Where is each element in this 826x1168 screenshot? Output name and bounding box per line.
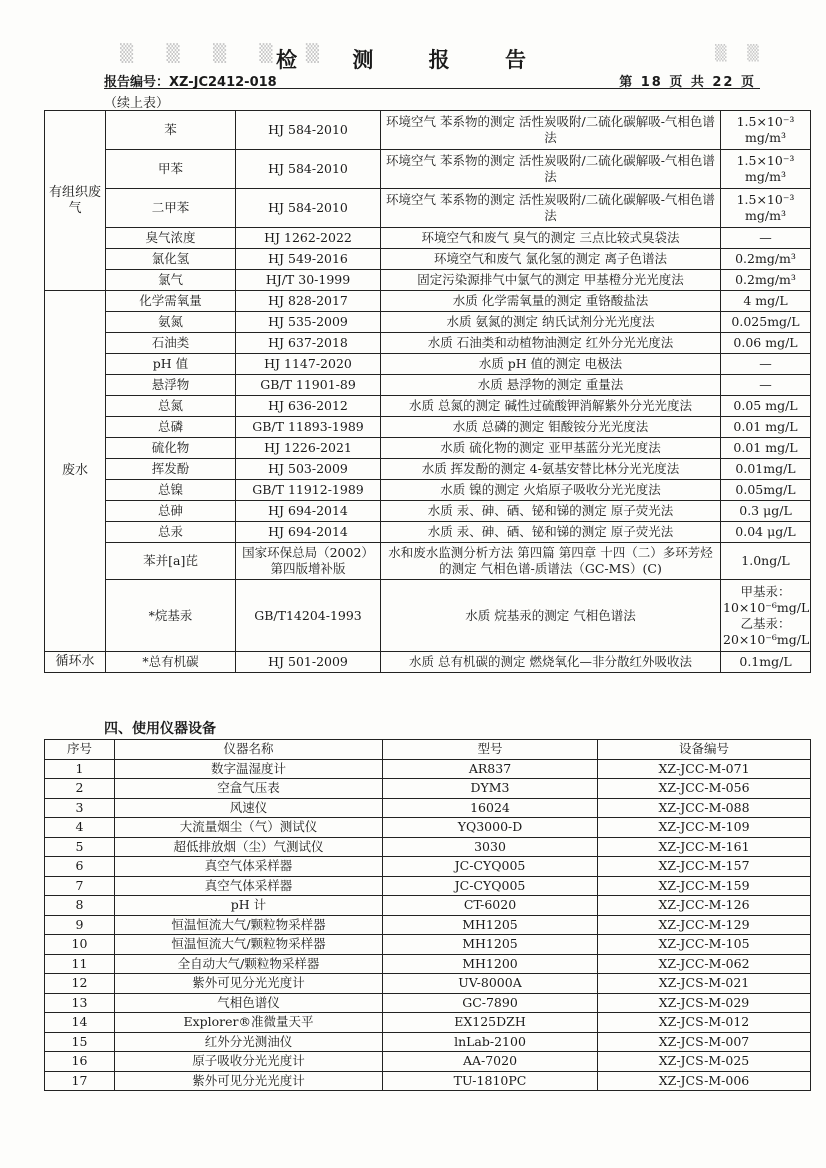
limit-cell: 0.01mg/L (721, 459, 811, 480)
equipment-row (45, 993, 811, 1013)
equipment-row (45, 779, 811, 799)
col-header-name: 仪器名称 (115, 740, 383, 760)
report-number: 报告编号：XZ-JC2412-018 (104, 75, 277, 90)
col-header-no: 序号 (45, 740, 115, 760)
standard-cell: 国家环保总局（2002）第四版增补版 (236, 543, 381, 580)
equip-id-cell: XZ-JCC-M-129 (598, 915, 811, 935)
method-cell: 固定污染源排气中氯气的测定 甲基橙分光光度法 (381, 270, 721, 291)
method-row (45, 291, 811, 312)
standard-cell: HJ 501-2009 (236, 652, 381, 673)
equip-name-cell: 红外分光测油仪 (115, 1032, 383, 1052)
method-row (45, 438, 811, 459)
equip-name-cell: pH 计 (115, 896, 383, 916)
method-row (45, 480, 811, 501)
equip-id-cell: XZ-JCS-M-025 (598, 1052, 811, 1072)
equipment-header-row (45, 740, 811, 760)
standard-cell: HJ 694-2014 (236, 522, 381, 543)
method-row (45, 249, 811, 270)
standard-cell: HJ 637-2018 (236, 333, 381, 354)
item-cell: 总磷 (106, 417, 236, 438)
standard-cell: HJ 584-2010 (236, 189, 381, 228)
limit-cell: 0.01 mg/L (721, 438, 811, 459)
equip-no-cell: 7 (45, 876, 115, 896)
equip-id-cell: XZ-JCS-M-021 (598, 974, 811, 994)
method-row (45, 375, 811, 396)
equip-name-cell: 大流量烟尘（气）测试仪 (115, 818, 383, 838)
methods-table (44, 110, 811, 673)
standard-cell: HJ 1262-2022 (236, 228, 381, 249)
equip-name-cell: Explorer®准微量天平 (115, 1013, 383, 1033)
standard-cell: HJ 584-2010 (236, 111, 381, 150)
equip-id-cell: XZ-JCC-M-126 (598, 896, 811, 916)
equipment-row (45, 915, 811, 935)
equipment-row (45, 798, 811, 818)
standard-cell: HJ 549-2016 (236, 249, 381, 270)
limit-cell: 4 mg/L (721, 291, 811, 312)
category-cell: 废水 (45, 291, 106, 652)
equip-name-cell: 原子吸收分光光度计 (115, 1052, 383, 1072)
equipment-row (45, 935, 811, 955)
equip-no-cell: 14 (45, 1013, 115, 1033)
equip-model-cell: 16024 (383, 798, 598, 818)
equip-model-cell: JC-CYQ005 (383, 857, 598, 877)
equipment-row (45, 876, 811, 896)
standard-cell: HJ 1147-2020 (236, 354, 381, 375)
equip-id-cell: XZ-JCC-M-071 (598, 759, 811, 779)
standard-cell: HJ 828-2017 (236, 291, 381, 312)
equipment-row (45, 1071, 811, 1091)
report-header (104, 70, 760, 89)
equip-name-cell: 紫外可见分光光度计 (115, 974, 383, 994)
standard-cell: HJ 636-2012 (236, 396, 381, 417)
equipment-row (45, 1052, 811, 1072)
equip-model-cell: MH1200 (383, 954, 598, 974)
item-cell: 硫化物 (106, 438, 236, 459)
equip-no-cell: 3 (45, 798, 115, 818)
limit-cell: 1.5×10⁻³ mg/m³ (721, 111, 811, 150)
method-cell: 水质 镍的测定 火焰原子吸收分光光度法 (381, 480, 721, 501)
equip-id-cell: XZ-JCC-M-088 (598, 798, 811, 818)
limit-cell: 0.05 mg/L (721, 396, 811, 417)
equip-no-cell: 15 (45, 1032, 115, 1052)
category-cell: 有组织废气 (45, 111, 106, 291)
limit-cell: — (721, 228, 811, 249)
limit-cell: 0.01 mg/L (721, 417, 811, 438)
limit-cell: 0.06 mg/L (721, 333, 811, 354)
item-cell: 氨氮 (106, 312, 236, 333)
equip-name-cell: 数字温湿度计 (115, 759, 383, 779)
equipment-row (45, 818, 811, 838)
equip-model-cell: MH1205 (383, 935, 598, 955)
method-cell: 环境空气 苯系物的测定 活性炭吸附/二硫化碳解吸-气相色谱法 (381, 150, 721, 189)
limit-cell: 1.5×10⁻³ mg/m³ (721, 150, 811, 189)
method-row (45, 652, 811, 673)
limit-cell: — (721, 354, 811, 375)
equip-id-cell: XZ-JCS-M-007 (598, 1032, 811, 1052)
equip-no-cell: 13 (45, 993, 115, 1013)
equipment-section-title: 四、使用仪器设备 (104, 721, 216, 737)
equip-model-cell: DYM3 (383, 779, 598, 799)
limit-cell: 0.3 μg/L (721, 501, 811, 522)
equip-id-cell: XZ-JCC-M-161 (598, 837, 811, 857)
method-cell: 水和废水监测分析方法 第四篇 第四章 十四（二）多环芳烃的测定 气相色谱-质谱法（GC-MS）(C) (381, 543, 721, 580)
equip-no-cell: 9 (45, 915, 115, 935)
method-cell: 水质 悬浮物的测定 重量法 (381, 375, 721, 396)
limit-cell: 0.05mg/L (721, 480, 811, 501)
equipment-row (45, 974, 811, 994)
limit-cell: 0.2mg/m³ (721, 270, 811, 291)
equip-model-cell: AA-7020 (383, 1052, 598, 1072)
method-cell: 水质 总磷的测定 钼酸铵分光光度法 (381, 417, 721, 438)
equipment-row (45, 1013, 811, 1033)
method-row (45, 333, 811, 354)
method-cell: 水质 挥发酚的测定 4-氨基安替比林分光光度法 (381, 459, 721, 480)
method-cell: 环境空气 苯系物的测定 活性炭吸附/二硫化碳解吸-气相色谱法 (381, 111, 721, 150)
equip-no-cell: 6 (45, 857, 115, 877)
standard-cell: HJ 503-2009 (236, 459, 381, 480)
limit-cell: 0.2mg/m³ (721, 249, 811, 270)
equip-model-cell: CT-6020 (383, 896, 598, 916)
method-cell: 环境空气和废气 氯化氢的测定 离子色谱法 (381, 249, 721, 270)
item-cell: 氯气 (106, 270, 236, 291)
method-row (45, 417, 811, 438)
limit-cell: — (721, 375, 811, 396)
method-cell: 水质 化学需氧量的测定 重铬酸盐法 (381, 291, 721, 312)
method-cell: 水质 石油类和动植物油测定 红外分光光度法 (381, 333, 721, 354)
equip-name-cell: 真空气体采样器 (115, 876, 383, 896)
method-cell: 水质 汞、砷、硒、铋和锑的测定 原子荧光法 (381, 501, 721, 522)
equip-no-cell: 8 (45, 896, 115, 916)
method-cell: 水质 硫化物的测定 亚甲基蓝分光光度法 (381, 438, 721, 459)
equip-name-cell: 真空气体采样器 (115, 857, 383, 877)
equip-name-cell: 气相色谱仪 (115, 993, 383, 1013)
standard-cell: GB/T 11901-89 (236, 375, 381, 396)
equipment-row (45, 759, 811, 779)
equip-no-cell: 2 (45, 779, 115, 799)
equip-name-cell: 风速仪 (115, 798, 383, 818)
equipment-row (45, 896, 811, 916)
limit-cell: 0.025mg/L (721, 312, 811, 333)
method-cell: 水质 pH 值的测定 电极法 (381, 354, 721, 375)
item-cell: 臭气浓度 (106, 228, 236, 249)
faded-stamp-left: ▒ ▒ ▒ ▒ ▒ (120, 44, 333, 64)
standard-cell: HJ 694-2014 (236, 501, 381, 522)
equip-no-cell: 5 (45, 837, 115, 857)
equip-name-cell: 空盒气压表 (115, 779, 383, 799)
method-cell: 环境空气 苯系物的测定 活性炭吸附/二硫化碳解吸-气相色谱法 (381, 189, 721, 228)
standard-cell: HJ 535-2009 (236, 312, 381, 333)
method-row (45, 396, 811, 417)
equipment-row (45, 837, 811, 857)
equipment-row (45, 857, 811, 877)
method-cell: 水质 总氮的测定 碱性过硫酸钾消解紫外分光光度法 (381, 396, 721, 417)
standard-cell: GB/T14204-1993 (236, 580, 381, 652)
equip-no-cell: 10 (45, 935, 115, 955)
equip-model-cell: TU-1810PC (383, 1071, 598, 1091)
equip-model-cell: lnLab-2100 (383, 1032, 598, 1052)
limit-cell: 0.04 μg/L (721, 522, 811, 543)
equipment-table (44, 739, 811, 1091)
method-row (45, 270, 811, 291)
equip-model-cell: JC-CYQ005 (383, 876, 598, 896)
method-row (45, 522, 811, 543)
method-cell: 环境空气和废气 臭气的测定 三点比较式臭袋法 (381, 228, 721, 249)
item-cell: 二甲苯 (106, 189, 236, 228)
item-cell: 总氮 (106, 396, 236, 417)
item-cell: 悬浮物 (106, 375, 236, 396)
limit-cell: 甲基汞：10×10⁻⁶mg/L 乙基汞：20×10⁻⁶mg/L (721, 580, 811, 652)
method-row (45, 189, 811, 228)
method-cell: 水质 汞、砷、硒、铋和锑的测定 原子荧光法 (381, 522, 721, 543)
equip-no-cell: 11 (45, 954, 115, 974)
equip-no-cell: 17 (45, 1071, 115, 1091)
method-row (45, 543, 811, 580)
item-cell: 化学需氧量 (106, 291, 236, 312)
item-cell: 总砷 (106, 501, 236, 522)
equipment-row (45, 954, 811, 974)
equip-model-cell: GC-7890 (383, 993, 598, 1013)
equip-id-cell: XZ-JCC-M-159 (598, 876, 811, 896)
faded-stamp-right: ▒ ▒ (715, 44, 767, 62)
equip-name-cell: 紫外可见分光光度计 (115, 1071, 383, 1091)
item-cell: *烷基汞 (106, 580, 236, 652)
equip-no-cell: 4 (45, 818, 115, 838)
equip-model-cell: MH1205 (383, 915, 598, 935)
equip-no-cell: 16 (45, 1052, 115, 1072)
method-row (45, 501, 811, 522)
standard-cell: HJ 1226-2021 (236, 438, 381, 459)
item-cell: 挥发酚 (106, 459, 236, 480)
equip-id-cell: XZ-JCC-M-109 (598, 818, 811, 838)
method-row (45, 312, 811, 333)
continued-label: （续上表） (104, 96, 170, 111)
method-cell: 水质 氨氮的测定 纳氏试剂分光光度法 (381, 312, 721, 333)
report-title: 检 测 报 告 (276, 48, 550, 72)
equip-name-cell: 恒温恒流大气/颗粒物采样器 (115, 935, 383, 955)
equip-id-cell: XZ-JCS-M-006 (598, 1071, 811, 1091)
col-header-id: 设备编号 (598, 740, 811, 760)
item-cell: 总镍 (106, 480, 236, 501)
method-row (45, 354, 811, 375)
equip-id-cell: XZ-JCC-M-157 (598, 857, 811, 877)
standard-cell: GB/T 11893-1989 (236, 417, 381, 438)
equip-model-cell: YQ3000-D (383, 818, 598, 838)
equip-no-cell: 1 (45, 759, 115, 779)
limit-cell: 1.5×10⁻³ mg/m³ (721, 189, 811, 228)
method-row (45, 580, 811, 652)
item-cell: 石油类 (106, 333, 236, 354)
method-row (45, 228, 811, 249)
equip-model-cell: 3030 (383, 837, 598, 857)
item-cell: *总有机碳 (106, 652, 236, 673)
page-info: 第 18 页 共 22 页 (619, 75, 756, 90)
category-cell: 循环水 (45, 652, 106, 673)
equip-id-cell: XZ-JCS-M-012 (598, 1013, 811, 1033)
equip-id-cell: XZ-JCC-M-056 (598, 779, 811, 799)
equip-id-cell: XZ-JCS-M-029 (598, 993, 811, 1013)
item-cell: 甲苯 (106, 150, 236, 189)
equip-name-cell: 全自动大气/颗粒物采样器 (115, 954, 383, 974)
equip-id-cell: XZ-JCC-M-105 (598, 935, 811, 955)
method-cell: 水质 烷基汞的测定 气相色谱法 (381, 580, 721, 652)
equip-model-cell: EX125DZH (383, 1013, 598, 1033)
equip-model-cell: UV-8000A (383, 974, 598, 994)
equip-id-cell: XZ-JCC-M-062 (598, 954, 811, 974)
col-header-model: 型号 (383, 740, 598, 760)
method-cell: 水质 总有机碳的测定 燃烧氧化—非分散红外吸收法 (381, 652, 721, 673)
method-row (45, 150, 811, 189)
equip-name-cell: 恒温恒流大气/颗粒物采样器 (115, 915, 383, 935)
item-cell: 总汞 (106, 522, 236, 543)
item-cell: 苯并[a]芘 (106, 543, 236, 580)
method-row (45, 111, 811, 150)
limit-cell: 1.0ng/L (721, 543, 811, 580)
equip-model-cell: AR837 (383, 759, 598, 779)
standard-cell: HJ 584-2010 (236, 150, 381, 189)
equipment-row (45, 1032, 811, 1052)
equip-name-cell: 超低排放烟（尘）气测试仪 (115, 837, 383, 857)
equip-no-cell: 12 (45, 974, 115, 994)
item-cell: pH 值 (106, 354, 236, 375)
item-cell: 氯化氢 (106, 249, 236, 270)
method-row (45, 459, 811, 480)
limit-cell: 0.1mg/L (721, 652, 811, 673)
item-cell: 苯 (106, 111, 236, 150)
standard-cell: HJ/T 30-1999 (236, 270, 381, 291)
standard-cell: GB/T 11912-1989 (236, 480, 381, 501)
